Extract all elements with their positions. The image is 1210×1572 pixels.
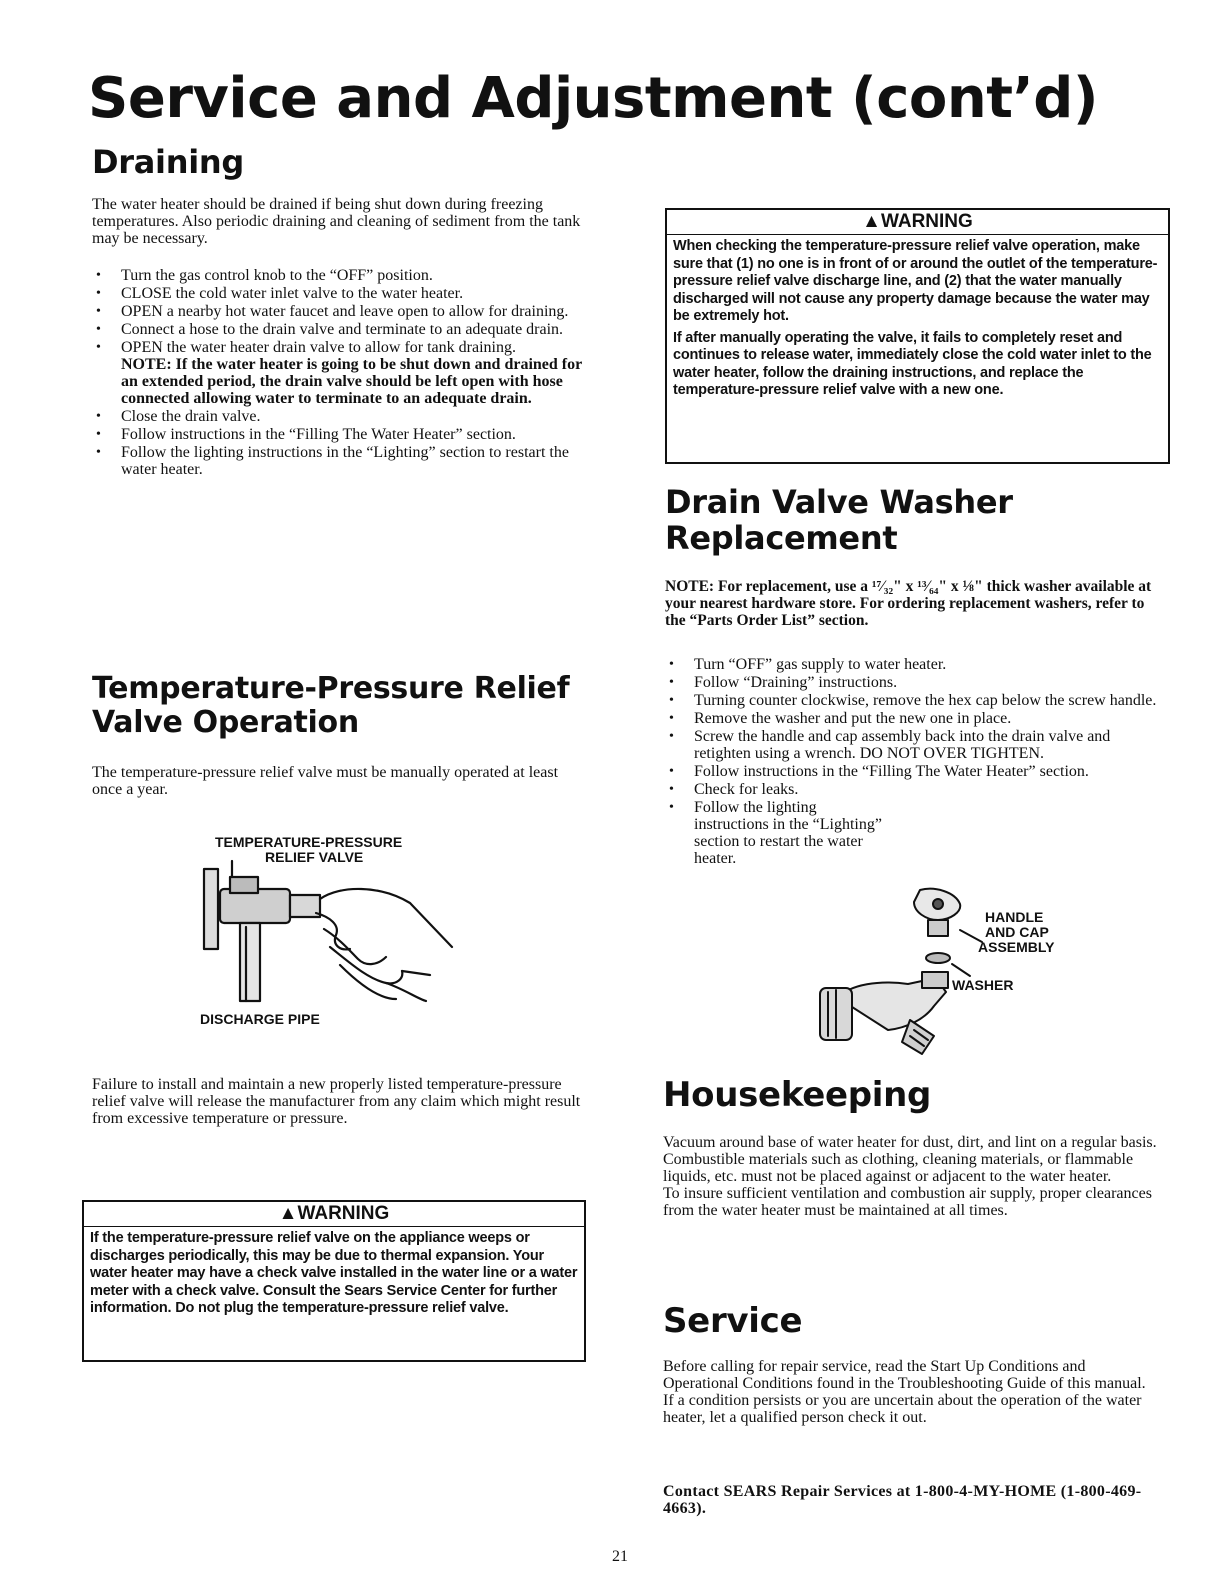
diagram-label-handle: HANDLE <box>985 909 1044 925</box>
housekeeping-paragraph: Vacuum around base of water heater for dust, dirt, and lint on a regular basis. <box>663 1134 1157 1151</box>
diagram-label-tp-valve: TEMPERATURE-PRESSURE <box>215 834 403 850</box>
washer-steps <box>665 656 1165 868</box>
list-item: • Turn the gas control knob to the “OFF” position. <box>92 267 592 284</box>
list-item: • Follow “Draining” instructions. <box>665 674 1165 691</box>
housekeeping-section <box>663 1134 1163 1219</box>
tp-valve-intro: The temperature-pressure relief valve must be manually operated at least once a year. <box>92 764 559 798</box>
diagram-label-and-cap: AND CAP <box>985 924 1049 940</box>
tp-valve-heading: Temperature-Pressure Relief Valve Operation <box>92 671 570 740</box>
drain-valve-illustration <box>810 880 990 1065</box>
list-item: • Follow the lighting instructions in the “Lighting” section to restart the water heater. <box>92 444 592 478</box>
warning-triangle-icon: ▲ <box>862 211 881 232</box>
housekeeping-paragraph: To insure sufficient ventilation and combustion air supply, proper clearances from the water heater must be maintained at all times. <box>663 1185 1152 1219</box>
tp-valve-failure-text: Failure to install and maintain a new properly listed temperature-pressure relief valve will release the manufacturer from any claim which might result from excessive temperature or pressure. <box>92 1076 581 1127</box>
draining-intro: The water heater should be drained if being shut down during freezing temperatures. Also periodic draining and cleaning of sediment from the tank may be necessary. <box>92 196 581 247</box>
warning-header <box>84 1202 584 1227</box>
list-item: • Turn “OFF” gas supply to water heater. <box>665 656 1165 673</box>
page-title: Service and Adjustment (cont’d) <box>88 66 1098 131</box>
housekeeping-heading: Housekeeping <box>663 1075 932 1115</box>
draining-heading: Draining <box>92 143 244 181</box>
warning-box-left <box>82 1200 586 1362</box>
list-item: • Follow instructions in the “Filling The Water Heater” section. <box>665 763 1165 780</box>
warning-title: WARNING <box>297 1203 390 1224</box>
draining-section <box>92 196 592 479</box>
tp-valve-illustration <box>190 855 470 1015</box>
washer-note: NOTE: For replacement, use a ¹⁷⁄₃₂" x ¹³⁄₆₄" x ⅛" thick washer available at your nearest hardware store. For ordering replacement washers, refer to the “Parts Order List” section. <box>665 578 1152 629</box>
service-paragraph: Before calling for repair service, read the Start Up Conditions and Operational Conditions found in the Troubleshooting Guide of this manual. <box>663 1358 1146 1392</box>
housekeeping-paragraph: Combustible materials such as clothing, cleaning materials, or flammable liquids, etc. must not be placed against or adjacent to the water heater. <box>663 1151 1134 1185</box>
list-item-text: OPEN the water heater drain valve to allow for tank draining. <box>121 339 516 356</box>
list-item: • OPEN a nearby hot water faucet and leave open to allow for draining. <box>92 303 592 320</box>
warning-title: WARNING <box>880 211 973 232</box>
diagram-label-discharge-pipe: DISCHARGE PIPE <box>200 1011 320 1027</box>
warning-text: If the temperature-pressure relief valve on the appliance weeps or discharges periodically, this may be due to thermal expansion. Your water heater may have a check valve installed in the water line or a water meter with a check valve. Consult the Sears Service Center for further information. Do not plug the temperature-pressure relief valve. <box>90 1230 578 1316</box>
service-contact: Contact SEARS Repair Services at 1-800-4-MY-HOME (1-800-469-4663). <box>663 1483 1142 1517</box>
list-item: • CLOSE the cold water inlet valve to the water heater. <box>92 285 592 302</box>
warning-box-right <box>665 208 1170 464</box>
list-item <box>92 339 592 407</box>
list-item: • Close the drain valve. <box>92 408 592 425</box>
washer-heading: Drain Valve Washer Replacement <box>665 483 1013 557</box>
diagram-label-washer: WASHER <box>952 977 1014 993</box>
draining-steps <box>92 267 592 478</box>
list-item: • Connect a hose to the drain valve and terminate to an adequate drain. <box>92 321 592 338</box>
list-item: • Follow instructions in the “Filling The Water Heater” section. <box>92 426 592 443</box>
warning-text: When checking the temperature-pressure relief valve operation, make sure that (1) no one is in front of or around the outlet of the temperature-pressure relief valve discharge line, and (2) that the water manually discharged will not cause any property damage because the water may be extremely hot. <box>673 238 1158 324</box>
service-paragraph: If a condition persists or you are uncertain about the operation of the water heater, let a qualified person check it out. <box>663 1392 1142 1426</box>
service-heading: Service <box>663 1301 803 1341</box>
warning-text: If after manually operating the valve, it fails to completely reset and continues to release water, immediately close the cold water inlet to the water heater, follow the draining instructions, and replace the temperature-pressure relief valve with a new one. <box>673 329 1152 398</box>
list-item: • Follow the lighting instructions in the “Lighting” section to restart the water heater. <box>665 799 894 867</box>
page-number: 21 <box>612 1548 628 1565</box>
warning-header <box>667 210 1168 235</box>
diagram-label-assembly: ASSEMBLY <box>978 939 1055 955</box>
list-item: • Turning counter clockwise, remove the hex cap below the screw handle. <box>665 692 1165 709</box>
service-section <box>663 1358 1163 1426</box>
diagram-label-relief-valve: RELIEF VALVE <box>265 849 364 865</box>
list-item: • Check for leaks. <box>665 781 1165 798</box>
list-item: • Screw the handle and cap assembly back into the drain valve and retighten using a wrench. DO NOT OVER TIGHTEN. <box>665 728 1165 762</box>
warning-triangle-icon: ▲ <box>278 1203 298 1224</box>
list-item: • Remove the washer and put the new one in place. <box>665 710 1165 727</box>
draining-note: NOTE: If the water heater is going to be shut down and drained for an extended period, the drain valve should be left open with hose connected allowing water to terminate to an adequate drain. <box>121 356 582 407</box>
